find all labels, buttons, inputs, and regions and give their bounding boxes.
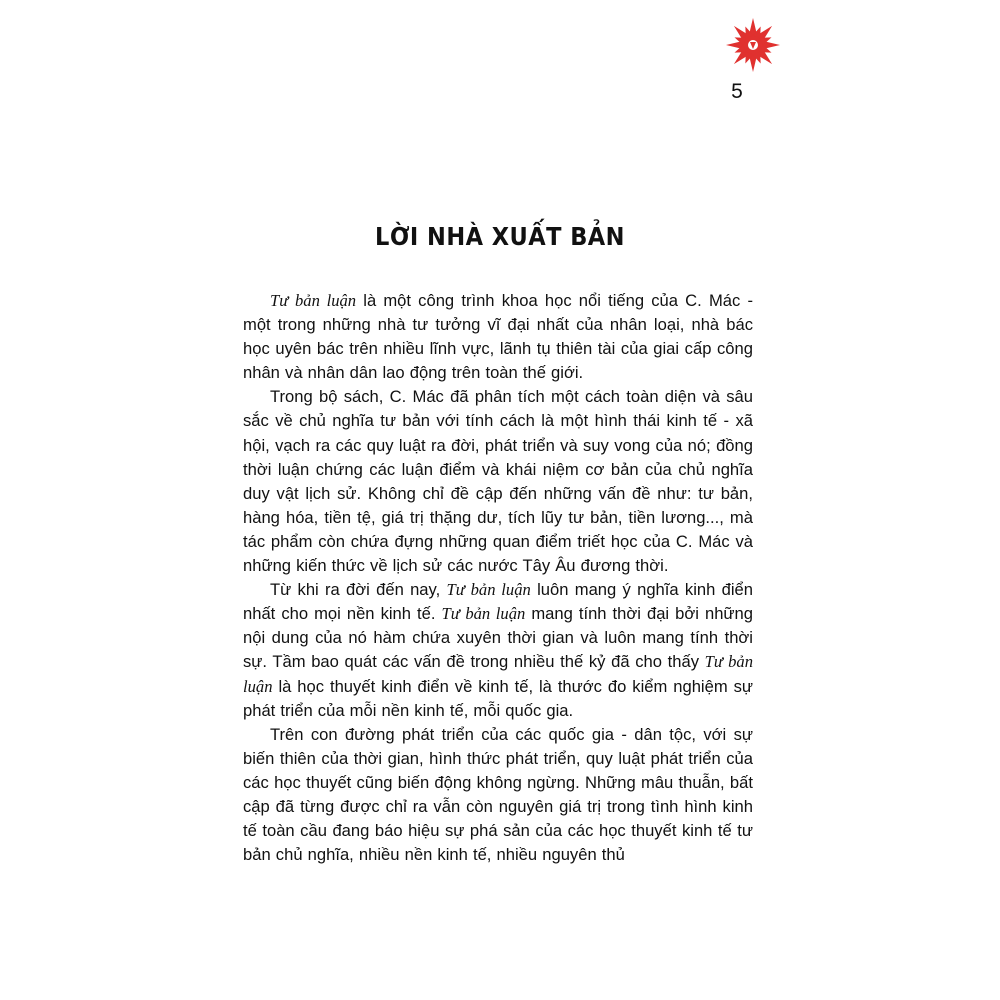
text-run: Trong bộ sách, C. Mác đã phân tích một cách toàn diện và sâu sắc về chủ nghĩa tư bản với tính cách là một hình thái kinh tế - xã hội, vạch ra các quy luật ra đời, phát triển và suy vong của nó; đồng thời luận chứng các luận điểm và khái niệm cơ bản của chủ nghĩa duy vật lịch sử. Không chỉ đề cập đến những vấn đề như: tư bản, hàng hóa, tiền tệ, giá trị thặng dư, tích lũy tư bản, tiền lương..., mà tác phẩm còn chứa đựng những quan điểm triết học của C. Mác và những kiến thức về lịch sử các nước Tây Âu đương thời. <box>243 387 753 576</box>
page-number: 5 <box>731 80 743 103</box>
text-run: Từ khi ra đời đến nay, <box>270 580 447 600</box>
book-title-italic: Tư bản luận <box>441 604 526 624</box>
text-run: là một công trình khoa học nổi tiếng của C. Mác - một trong những nhà tư tưởng vĩ đại nhất của nhân loại, nhà bác học uyên bác trên nhiều lĩnh vực, lãnh tụ thiên tài của giai cấp công nhân và nhân dân lao động trên toàn thế giới. <box>243 291 753 383</box>
paragraph <box>243 578 753 723</box>
paragraph <box>243 723 753 868</box>
book-title-italic: Tư bản luận <box>270 291 357 310</box>
book-title-italic: Tư bản luận <box>446 580 531 600</box>
text-run: là học thuyết kinh điển về kinh tế, là thước đo kiểm nghiệm sự phát triển của mỗi nền kinh tế, mỗi quốc gia. <box>243 676 753 720</box>
text-run: Trên con đường phát triển của các quốc gia - dân tộc, với sự biến thiên của thời gian, hình thức phát triển, quy luật phát triển của các học thuyết cũng biến động không ngừng. Những mâu thuẫn, bất cập đã từng được chỉ ra vẫn còn nguyên giá trị trong tình hình kinh tế toàn cầu đang báo hiệu sự phá sản của các học thuyết kinh tế tư bản chủ nghĩa, nhiều nền kinh tế, nhiều nguyên thủ <box>243 724 753 865</box>
text-run: mang tính thời đại bởi những nội dung của nó hàm chứa xuyên thời gian và luôn mang tính thời sự. Tầm bao quát các vấn đề trong nhiều thế kỷ đã cho thấy <box>243 604 753 672</box>
body-text <box>243 289 753 867</box>
paragraph <box>243 289 753 385</box>
book-title-italic: Tư bản luận <box>243 652 753 696</box>
page-title: LỜI NHÀ XUẤT BẢN <box>375 222 625 251</box>
text-run: luôn mang ý nghĩa kinh điển nhất cho mọi nền kinh tế. <box>243 580 753 624</box>
red-star-emblem-icon <box>724 16 782 74</box>
paragraph <box>243 385 753 578</box>
